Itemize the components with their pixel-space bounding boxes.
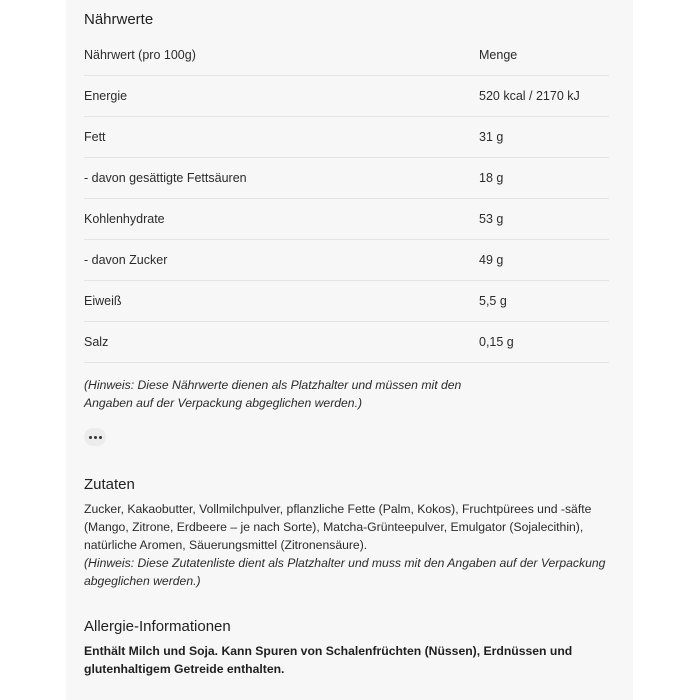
- column-header-amount: Menge: [479, 35, 609, 76]
- product-info-panel: [66, 0, 633, 700]
- nutrient-amount: 18 g: [479, 158, 609, 199]
- table-row: [84, 281, 609, 322]
- more-options-button[interactable]: [84, 428, 106, 446]
- nutrition-note-line-2: Angaben auf der Verpackung abgeglichen werden.): [84, 396, 363, 410]
- nutrient-amount: 520 kcal / 2170 kJ: [479, 76, 609, 117]
- table-row: [84, 199, 609, 240]
- table-row: [84, 117, 609, 158]
- ingredients-line-2: (Mango, Zitrone, Erdbeere – je nach Sorte), Matcha-Grünteepulver, Emulgator (Sojalecithin),: [84, 520, 584, 534]
- nutrient-amount: 53 g: [479, 199, 609, 240]
- table-row: [84, 322, 609, 363]
- nutrient-amount: 49 g: [479, 240, 609, 281]
- table-row: [84, 240, 609, 281]
- nutrient-name: Eiweiß: [84, 281, 479, 322]
- table-row: [84, 158, 609, 199]
- allergy-line-1: Enthält Milch und Soja. Kann Spuren von Schalenfrüchten (Nüssen), Erdnüssen und: [84, 644, 573, 658]
- nutrient-name: Salz: [84, 322, 479, 363]
- nutrient-name: Fett: [84, 117, 479, 158]
- table-row: [84, 76, 609, 117]
- ellipsis-icon: [89, 436, 102, 439]
- table-header-row: [84, 35, 609, 76]
- ingredients-line-3: natürliche Aromen, Säuerungsmittel (Zitronensäure).: [84, 538, 368, 552]
- nutrition-title: Nährwerte: [84, 11, 154, 28]
- column-header-nutrient: Nährwert (pro 100g): [84, 35, 479, 76]
- nutrient-amount: 31 g: [479, 117, 609, 158]
- nutrient-name: Energie: [84, 76, 479, 117]
- nutrition-table: [84, 35, 609, 363]
- ingredients-note-line-1: (Hinweis: Diese Zutatenliste dient als Platzhalter und muss mit den Angaben auf der Verpackung: [84, 556, 606, 570]
- nutrition-note-line-1: (Hinweis: Diese Nährwerte dienen als Platzhalter und müssen mit den: [84, 378, 462, 392]
- nutrient-name: Kohlenhydrate: [84, 199, 479, 240]
- allergy-title: Allergie-Informationen: [84, 618, 231, 635]
- nutrient-amount: 0,15 g: [479, 322, 609, 363]
- nutrient-amount: 5,5 g: [479, 281, 609, 322]
- ingredients-title: Zutaten: [84, 476, 135, 493]
- ingredients-line-1: Zucker, Kakaobutter, Vollmilchpulver, pflanzliche Fette (Palm, Kokos), Fruchtpürees und -säfte: [84, 502, 592, 516]
- nutrient-name: - davon gesättigte Fettsäuren: [84, 158, 479, 199]
- ingredients-note-line-2: abgeglichen werden.): [84, 574, 201, 588]
- allergy-line-2: glutenhaltigem Getreide enthalten.: [84, 662, 285, 676]
- nutrient-name: - davon Zucker: [84, 240, 479, 281]
